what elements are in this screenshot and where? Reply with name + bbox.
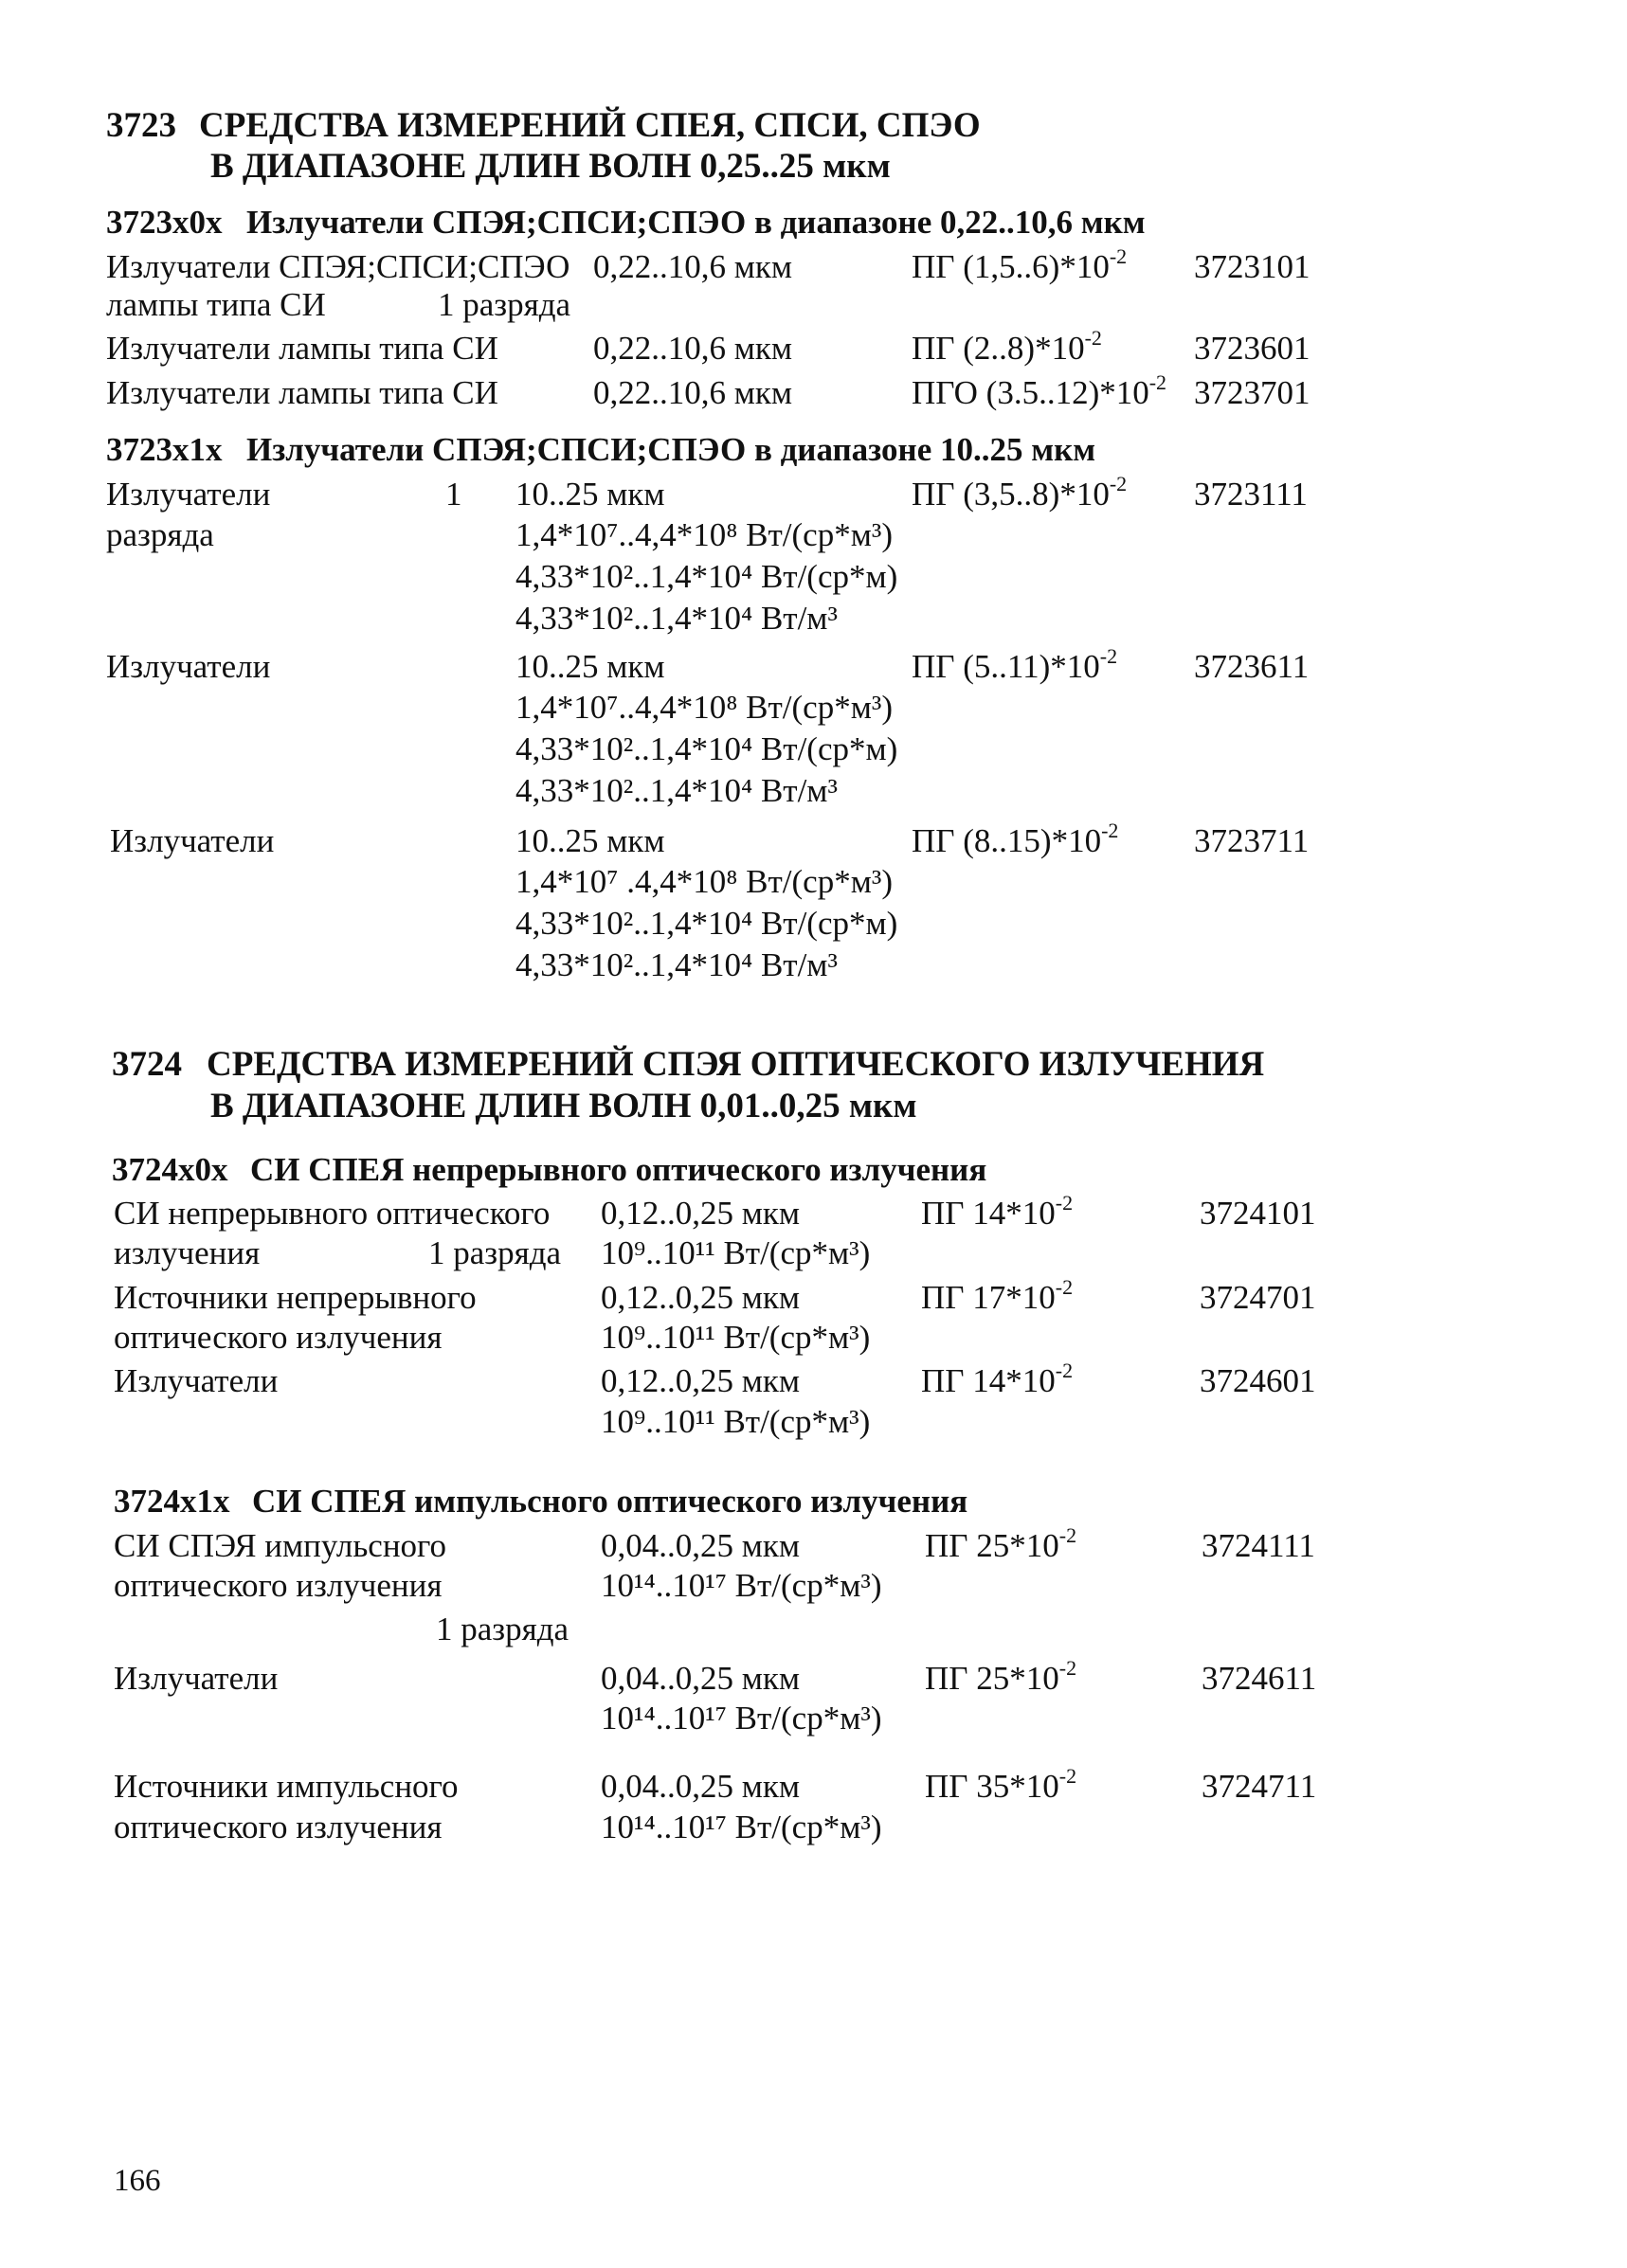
section-number: 3724	[112, 1045, 182, 1084]
entry-accuracy: ПГ $25*10^{-2}$	[925, 1656, 1077, 1697]
subsection-title: СИ СПЕЯ импульсного оптического излучения	[252, 1483, 968, 1520]
entry-code: 3724101	[1200, 1195, 1316, 1232]
entry-accuracy: ПГ $17*10^{-2}$	[921, 1275, 1074, 1316]
entry-accuracy: ПГ $25*10^{-2}$	[925, 1523, 1077, 1564]
entry-range-intensity: 4,33*10²..1,4*10⁴ Вт/(ср*м)	[515, 558, 898, 595]
section-title-line2: В ДИАПАЗОНЕ ДЛИН ВОЛН 0,01..0,25 мкм	[210, 1087, 917, 1125]
entry-code: 3724701	[1200, 1279, 1316, 1316]
entry-range: 0,04..0,25 мкм	[601, 1660, 801, 1697]
entry-code: 3723111	[1194, 476, 1308, 513]
entry-range-radiance: 1,4*10⁷..4,4*10⁸ Вт/(ср*м³)	[515, 689, 894, 726]
entry-name: Излучатели	[114, 1660, 279, 1697]
entry-name-line2: лампы типа СИ	[106, 286, 326, 323]
entry-name: Излучатели	[106, 476, 271, 513]
entry-rank: 1	[445, 476, 462, 513]
entry-range-radiance: 10¹⁴..10¹⁷ Вт/(ср*м³)	[601, 1700, 882, 1737]
entry-name: Излучатели СПЭЯ;СПСИ;СПЭО	[106, 248, 570, 285]
entry-code: 3724711	[1202, 1768, 1317, 1805]
entry-range: 0,12..0,25 мкм	[601, 1279, 801, 1316]
entry-range-density: 4,33*10²..1,4*10⁴ Вт/м³	[515, 600, 838, 637]
entry-accuracy: ПГ $(8..15)*10^{-2}$	[912, 819, 1119, 859]
section-title: СРЕДСТВА ИЗМЕРЕНИЙ СПЭЯ ОПТИЧЕСКОГО ИЗЛУЧЕНИЯ	[207, 1045, 1265, 1084]
entry-name: Излучатели лампы типа СИ	[106, 330, 498, 367]
subsection-title: Излучатели СПЭЯ;СПСИ;СПЭО в диапазоне 0,22..10,6 мкм	[246, 204, 1146, 241]
entry-name: СИ непрерывного оптического	[114, 1195, 551, 1232]
entry-name: СИ СПЭЯ импульсного	[114, 1527, 447, 1564]
entry-range: 0,22..10,6 мкм	[593, 248, 793, 285]
entry-range-intensity: 4,33*10²..1,4*10⁴ Вт/(ср*м)	[515, 905, 898, 942]
entry-accuracy: ПГ $(1,5..6)*10^{-2}$	[912, 244, 1128, 285]
entry-range-intensity: 4,33*10²..1,4*10⁴ Вт/(ср*м)	[515, 730, 898, 767]
entry-accuracy: ПГ $(2..8)*10^{-2}$	[912, 326, 1102, 367]
entry-accuracy: ПГ $14*10^{-2}$	[921, 1359, 1074, 1399]
entry-accuracy: ПГ $14*10^{-2}$	[921, 1191, 1074, 1232]
entry-name: Излучатели	[110, 822, 275, 859]
entry-name: Источники непрерывного	[114, 1279, 477, 1316]
entry-accuracy: ПГ $35*10^{-2}$	[925, 1764, 1077, 1805]
entry-range: 10..25 мкм	[515, 648, 665, 685]
section-title-line2: В ДИАПАЗОНЕ ДЛИН ВОЛН 0,25..25 мкм	[210, 147, 891, 186]
entry-code: 3723611	[1194, 648, 1310, 685]
entry-range-radiance: 10⁹..10¹¹ Вт/(ср*м³)	[601, 1319, 871, 1356]
subsection-code: 3723x1x	[106, 431, 223, 468]
entry-code: 3723711	[1194, 822, 1310, 859]
entry-range: 0,22..10,6 мкм	[593, 374, 793, 411]
entry-range-radiance: 1,4*10⁷ .4,4*10⁸ Вт/(ср*м³)	[515, 863, 894, 900]
entry-range-radiance: 10⁹..10¹¹ Вт/(ср*м³)	[601, 1403, 871, 1440]
entry-range: 10..25 мкм	[515, 822, 665, 859]
section-number: 3723	[106, 106, 176, 145]
entry-rank: 1 разряда	[436, 1611, 569, 1647]
entry-name-line2: излучения	[114, 1234, 261, 1271]
subsection-code: 3723x0x	[106, 204, 223, 241]
entry-name-line2: оптического излучения	[114, 1567, 443, 1604]
subsection-code: 3724x1x	[114, 1483, 230, 1520]
entry-code: 3723101	[1194, 248, 1311, 285]
entry-code: 3724601	[1200, 1362, 1316, 1399]
entry-rank: 1 разряда	[428, 1234, 562, 1271]
section-title: СРЕДСТВА ИЗМЕРЕНИЙ СПЕЯ, СПСИ, СПЭО	[199, 106, 981, 145]
entry-range: 0,04..0,25 мкм	[601, 1527, 801, 1564]
entry-range-radiance: 10⁹..10¹¹ Вт/(ср*м³)	[601, 1234, 871, 1271]
entry-range: 0,12..0,25 мкм	[601, 1195, 801, 1232]
entry-range-radiance: 1,4*10⁷..4,4*10⁸ Вт/(ср*м³)	[515, 516, 894, 553]
entry-accuracy: ПГ $(3,5..8)*10^{-2}$	[912, 472, 1128, 513]
entry-range-density: 4,33*10²..1,4*10⁴ Вт/м³	[515, 772, 838, 809]
entry-range: 0,04..0,25 мкм	[601, 1768, 801, 1805]
entry-range-density: 4,33*10²..1,4*10⁴ Вт/м³	[515, 946, 838, 983]
entry-code: 3723601	[1194, 330, 1311, 367]
entry-range: 10..25 мкм	[515, 476, 665, 513]
entry-range-radiance: 10¹⁴..10¹⁷ Вт/(ср*м³)	[601, 1809, 882, 1845]
entry-accuracy: ПГ $(5..11)*10^{-2}$	[912, 644, 1118, 685]
subsection-title: СИ СПЕЯ непрерывного оптического излучения	[250, 1151, 987, 1188]
entry-name-line2: оптического излучения	[114, 1809, 443, 1845]
subsection-code: 3724x0x	[112, 1151, 228, 1188]
entry-code: 3724611	[1202, 1660, 1317, 1697]
entry-name: Источники импульсного	[114, 1768, 459, 1805]
entry-name: Излучатели	[114, 1362, 279, 1399]
entry-range: 0,22..10,6 мкм	[593, 330, 793, 367]
entry-range-radiance: 10¹⁴..10¹⁷ Вт/(ср*м³)	[601, 1567, 882, 1604]
entry-rank: 1 разряда	[438, 286, 571, 323]
entry-accuracy: ПГО $(3.5..12)*10^{-2}$	[912, 370, 1167, 411]
entry-code: 3723701	[1194, 374, 1311, 411]
entry-name-line2: оптического излучения	[114, 1319, 443, 1356]
entry-name: Излучатели	[106, 648, 271, 685]
subsection-title: Излучатели СПЭЯ;СПСИ;СПЭО в диапазоне 10..25 мкм	[246, 431, 1096, 468]
entry-name: Излучатели лампы типа СИ	[106, 374, 498, 411]
page-number: 166	[114, 2164, 161, 2198]
entry-code: 3724111	[1202, 1527, 1315, 1564]
entry-name-line2: разряда	[106, 516, 214, 553]
entry-range: 0,12..0,25 мкм	[601, 1362, 801, 1399]
